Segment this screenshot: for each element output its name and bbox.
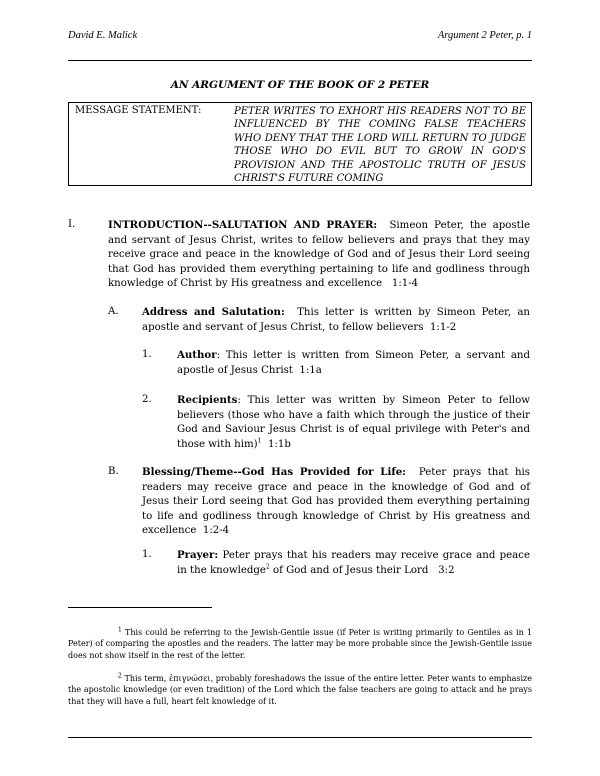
message-statement-label: MESSAGE STATEMENT: — [75, 105, 202, 116]
item-A2-text: : This letter was written by Simeon Peter to fellow believers (those who have a faith which through the justice of their God and Saviour Jesus Christ is of equal privilege with Peter's and those with him) — [177, 395, 530, 450]
document-title: AN ARGUMENT OF THE BOOK OF 2 PETER — [170, 79, 430, 91]
message-statement-text: PETER WRITES TO EXHORT HIS READERS NOT TO BE INFLUENCED BY THE COMING FALSE TEACHERS WHO DENY THAT THE LORD WILL RETURN TO JUDGE THOSE WHO DO EVIL BUT TO GROW IN GOD'S PROVISION AND THE APOSTOLIC TRUTH OF JESUS CHRIST'S FUTURE COMING — [234, 106, 526, 185]
header-rule — [68, 60, 532, 61]
outline-marker-A: A. — [108, 306, 119, 317]
running-header-author: David E. Malick — [68, 30, 138, 41]
outline-marker-B: B. — [108, 466, 119, 477]
footnote-1-number: 1 — [118, 626, 122, 634]
outline-section-I — [108, 218, 530, 292]
section-B-text: Peter prays that his readers may receive grace and peace in the knowledge of God and of Jesus their Lord seeing that God has provided them everything pertaining to life and godliness through knowledge of Christ by His greatness and excellence — [142, 467, 530, 537]
section-B-ref: 1:2-4 — [202, 525, 230, 537]
item-A1-ref: 1:1a — [299, 364, 322, 376]
outline-item-A1 — [177, 348, 530, 378]
footer-rule — [68, 737, 532, 738]
outline-marker-A1: 1. — [142, 349, 152, 360]
item-A1-text: : This letter is written from Simeon Peter, a servant and apostle of Jesus Christ — [177, 350, 530, 376]
item-A1-heading: Author — [177, 349, 217, 361]
item-B1-ref: 3:2 — [438, 564, 455, 576]
outline-section-A — [142, 305, 530, 335]
item-B1-text-after: of God and of Jesus their Lord — [273, 564, 429, 576]
outline-item-B1 — [177, 548, 530, 578]
item-A2-heading: Recipients — [177, 394, 238, 406]
footnote-2-text: This term, ἐπιγνώσει, probably foreshadows the issue of the entire letter. Peter wants to emphasize the apostolic knowledge (or even tradition) of the Lord which the false teachers are going to attack and he prays that they will have a full, heart felt knowledge of it. — [68, 674, 532, 706]
outline-marker-B1: 1. — [142, 549, 152, 560]
footnote-rule — [68, 607, 212, 608]
outline-marker-A2: 2. — [142, 394, 152, 405]
footnote-ref-1[interactable]: 1 — [257, 437, 262, 445]
outline-item-A2 — [177, 393, 530, 452]
section-A-ref: 1:1-2 — [429, 321, 457, 333]
running-header-page: Argument 2 Peter, p. 1 — [437, 30, 532, 41]
section-I-text: Simeon Peter, the apostle and servant of Jesus Christ, writes to fellow believers and prays that they may receive grace and peace in the knowledge of God and of Jesus their Lord seeing that God has provided them everything pertaining to life and godliness through knowledge of Christ by His greatness and excellence — [108, 220, 530, 290]
section-I-ref: 1:1-4 — [391, 278, 419, 290]
item-B1-text-before: Peter prays that his readers may receive grace and peace in the knowledge — [177, 550, 530, 576]
outline-marker-I: I. — [68, 219, 76, 230]
section-A-heading: Address and Salutation: — [142, 306, 285, 318]
item-A2-ref: 1:1b — [267, 438, 291, 450]
footnote-1 — [68, 627, 532, 661]
message-statement-box — [68, 102, 532, 186]
footnote-2-number: 2 — [118, 672, 122, 680]
footnote-2 — [68, 673, 532, 707]
section-B-heading: Blessing/Theme--God Has Provided for Life: — [142, 466, 406, 478]
footnote-1-text: This could be referring to the Jewish-Gentile issue (if Peter is writing primarily to Gentiles as in 1 Peter) of comparing the apostles and the readers. The latter may be more probable since the Jewish-Gentile issue does not show itself in the rest of the letter. — [68, 628, 532, 660]
item-B1-heading: Prayer: — [177, 549, 219, 561]
section-I-heading: INTRODUCTION--SALUTATION AND PRAYER: — [108, 219, 378, 231]
section-A-text: This letter is written by Simeon Peter, an apostle and servant of Jesus Christ, to fellow believers — [142, 307, 530, 333]
outline-section-B — [142, 465, 530, 539]
footnote-ref-2[interactable]: 2 — [265, 563, 270, 571]
